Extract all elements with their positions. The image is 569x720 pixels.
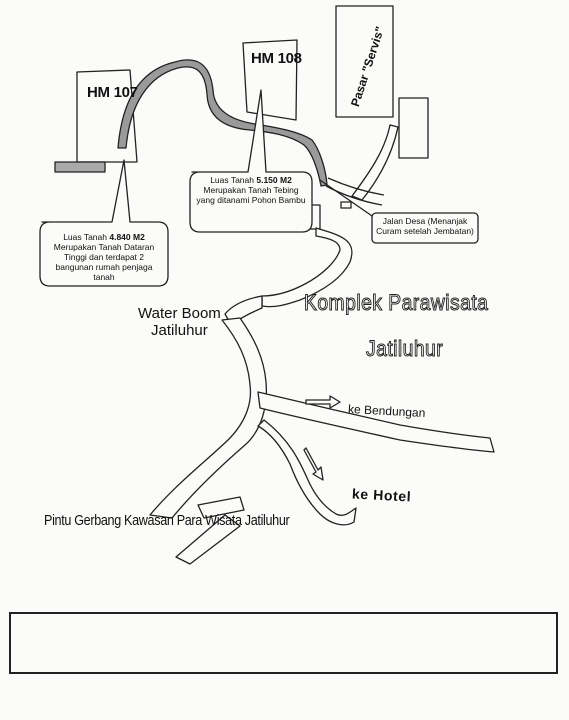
road-hotel <box>258 420 356 525</box>
label-pasar-servis: Pasar "Servis" <box>348 24 388 109</box>
left-road-strip <box>55 162 105 172</box>
label-hm107: HM 107 <box>87 84 138 101</box>
label-komplek-line1: Komplek Parawisata <box>304 290 489 315</box>
label-ke-hotel: ke Hotel <box>351 485 412 505</box>
callout-hm108-area: 5.150 M2 <box>256 175 292 185</box>
caption-box <box>9 612 558 674</box>
road-bendungan <box>258 392 494 452</box>
label-water-boom-line1: Water Boom <box>138 305 221 322</box>
label-jalan-desa: Jalan Desa (Menanjak Curam setelah Jembatan) <box>376 216 474 236</box>
callout-hm107-area: 4.840 M2 <box>109 232 145 242</box>
callout-hm108-description: Merupakan Tanah Tebing yang ditanami Pohon Bambu <box>196 185 306 205</box>
label-pintu-gerbang: Pintu Gerbang Kawasan Para Wisata Jatiluhur <box>44 512 290 529</box>
arrow-hotel <box>304 448 323 480</box>
road-south <box>150 318 266 518</box>
bridge-small <box>341 202 351 208</box>
label-komplek-line2: Jatiluhur <box>366 336 444 361</box>
callout-hm107-description: Merupakan Tanah Dataran Tinggi dan terdapat 2 bangunan rumah penjaga tanah <box>53 242 155 282</box>
callout-hm108-area-prefix: Luas Tanah <box>210 175 257 185</box>
label-hm108: HM 108 <box>251 50 302 67</box>
callout-hm107 <box>44 232 164 282</box>
label-water-boom <box>138 305 221 339</box>
callout-hm107-area-prefix: Luas Tanah <box>63 232 110 242</box>
building-small <box>399 98 428 158</box>
callout-hm108 <box>194 175 308 205</box>
label-ke-bendungan: ke Bendungan <box>347 401 426 421</box>
label-water-boom-line2: Jatiluhur <box>151 322 208 339</box>
